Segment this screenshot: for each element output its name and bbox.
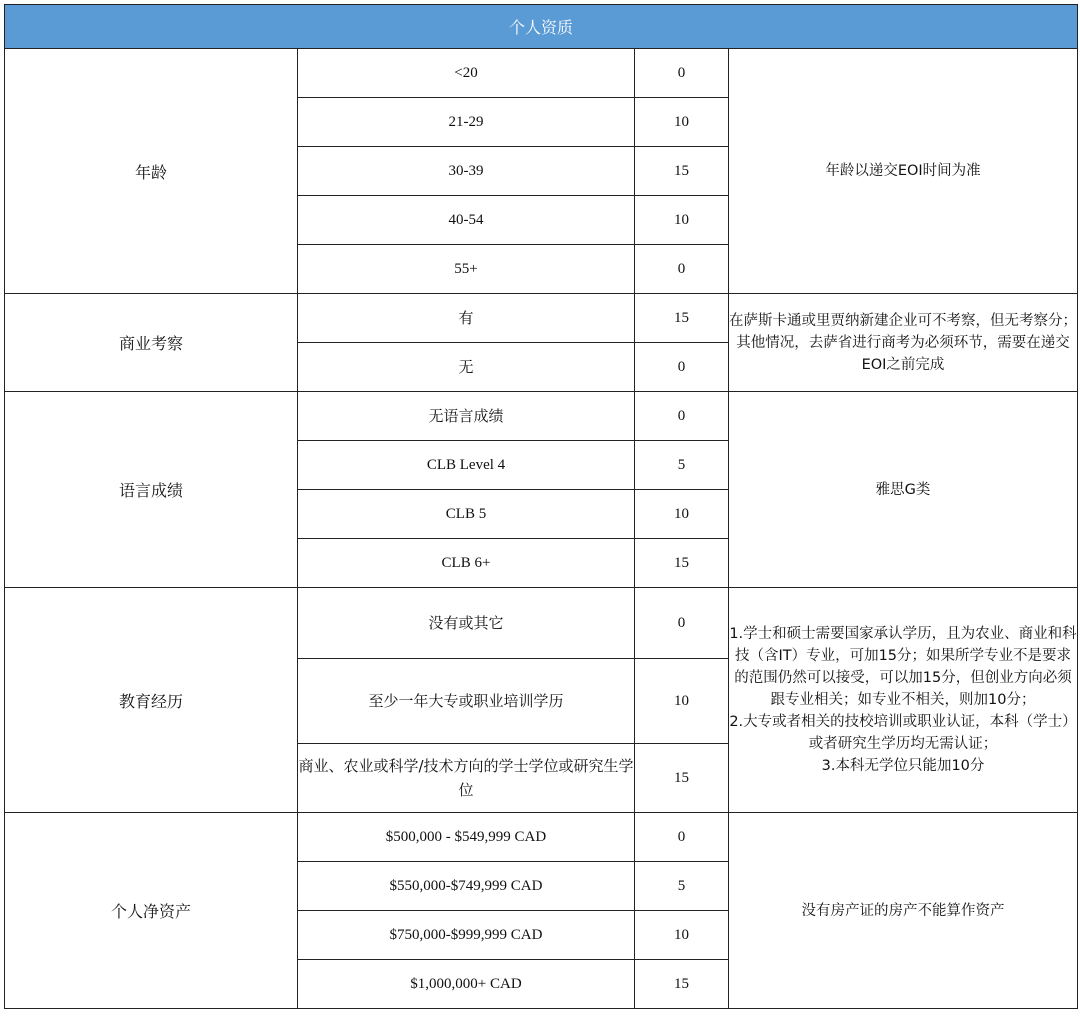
option-cell: 有 [298,294,635,343]
option-cell: 没有或其它 [298,588,635,659]
option-cell: 无 [298,343,635,392]
option-cell: $500,000 - $549,999 CAD [298,813,635,862]
note-business-visit: 在萨斯卡通或里贾纳新建企业可不考察，但无考察分；其他情况，去萨省进行商考为必须环节，需要在递交EOI之前完成 [729,294,1078,392]
points-cell: 0 [635,588,729,659]
points-cell: 10 [635,196,729,245]
option-cell: $550,000-$749,999 CAD [298,862,635,911]
table-header-title: 个人资质 [5,5,1078,49]
points-cell: 5 [635,862,729,911]
option-cell: 55+ [298,245,635,294]
option-cell: 21-29 [298,98,635,147]
table-row [5,294,1078,343]
points-cell: 0 [635,343,729,392]
note-language: 雅思G类 [729,392,1078,588]
option-cell: CLB 5 [298,490,635,539]
points-cell: 0 [635,245,729,294]
note-age: 年龄以递交EOI时间为准 [729,49,1078,294]
category-education: 教育经历 [5,588,298,813]
points-cell: 5 [635,441,729,490]
points-cell: 0 [635,813,729,862]
category-language: 语言成绩 [5,392,298,588]
note-education: 1.学士和硕士需要国家承认学历，且为农业、商业和科技（含IT）专业，可加15分；如果所学专业不是要求的范围仍然可以接受，可以加15分，但创业方向必须跟专业相关；如专业不相关，则加10分； 2.大专或者相关的技校培训或职业认证，本科（学士）或者研究生学历均无需认证； 3.本科无学位只能加10分 [729,588,1078,813]
table-row [5,813,1078,862]
option-cell: 商业、农业或科学/技术方向的学士学位或研究生学位 [298,744,635,813]
option-cell: CLB Level 4 [298,441,635,490]
category-business-visit: 商业考察 [5,294,298,392]
category-net-worth: 个人净资产 [5,813,298,1009]
points-cell: 10 [635,98,729,147]
table-row [5,588,1078,659]
points-cell: 10 [635,490,729,539]
option-cell: $1,000,000+ CAD [298,960,635,1009]
option-cell: $750,000-$999,999 CAD [298,911,635,960]
points-cell: 15 [635,539,729,588]
points-cell: 15 [635,744,729,813]
table-row [5,49,1078,98]
points-cell: 15 [635,147,729,196]
qualification-table [4,4,1078,1009]
table-row [5,392,1078,441]
note-net-worth: 没有房产证的房产不能算作资产 [729,813,1078,1009]
points-cell: 10 [635,911,729,960]
points-cell: 0 [635,49,729,98]
option-cell: 40-54 [298,196,635,245]
option-cell: <20 [298,49,635,98]
points-cell: 10 [635,659,729,744]
option-cell: 至少一年大专或职业培训学历 [298,659,635,744]
points-cell: 15 [635,294,729,343]
category-age: 年龄 [5,49,298,294]
points-cell: 0 [635,392,729,441]
option-cell: 30-39 [298,147,635,196]
option-cell: CLB 6+ [298,539,635,588]
option-cell: 无语言成绩 [298,392,635,441]
points-cell: 15 [635,960,729,1009]
